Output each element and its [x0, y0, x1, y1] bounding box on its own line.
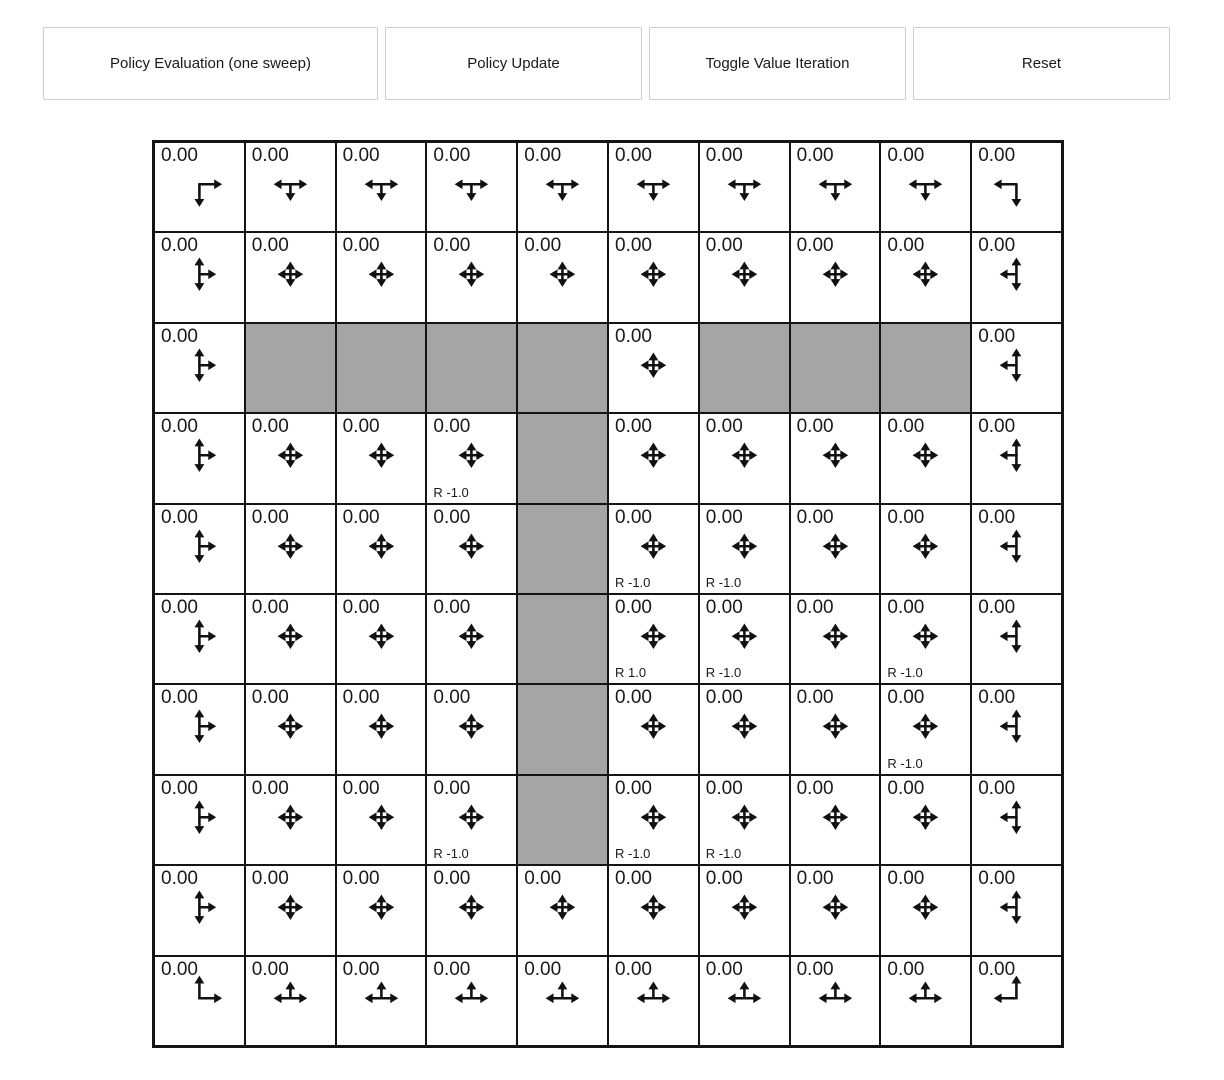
cell-value: 0.00: [887, 235, 925, 257]
grid-cell[interactable]: [154, 956, 245, 1046]
grid-cell[interactable]: [699, 865, 790, 955]
policy-arrows-icon: [518, 233, 607, 321]
policy-arrows-icon: [246, 685, 335, 773]
grid-cell[interactable]: [880, 684, 971, 774]
toggle-value-iteration-button[interactable]: Toggle Value Iteration: [649, 27, 906, 100]
grid-cell[interactable]: [245, 594, 336, 684]
grid-cell[interactable]: [336, 956, 427, 1046]
policy-arrows-icon: [972, 866, 1061, 954]
grid-cell[interactable]: [880, 413, 971, 503]
grid-wall-cell: [517, 504, 608, 594]
grid-cell[interactable]: [699, 684, 790, 774]
cell-value: 0.00: [615, 777, 652, 799]
grid-cell[interactable]: [971, 232, 1062, 322]
cell-value: 0.00: [433, 597, 471, 618]
policy-arrows-icon: [246, 776, 335, 864]
policy-arrows-icon: [700, 957, 789, 1045]
grid-cell[interactable]: [426, 504, 517, 594]
cell-value: 0.00: [978, 687, 1016, 709]
cell-value: 0.00: [705, 506, 743, 528]
cell-value: 0.00: [705, 235, 743, 257]
cell-value: 0.00: [978, 777, 1016, 799]
grid-cell[interactable]: [245, 684, 336, 774]
cell-value: 0.00: [161, 597, 198, 618]
cell-value: 0.00: [796, 416, 834, 438]
policy-arrows-icon: [246, 595, 335, 683]
grid-cell[interactable]: [790, 413, 881, 503]
grid-cell[interactable]: [971, 956, 1062, 1046]
grid-cell[interactable]: [517, 865, 608, 955]
cell-reward-label: R 1.0: [615, 665, 647, 681]
grid-cell[interactable]: [426, 684, 517, 774]
toolbar: [43, 27, 1170, 100]
cell-reward-label: R -1.0: [615, 575, 651, 590]
cell-value: 0.00: [978, 506, 1016, 528]
grid-cell[interactable]: [699, 594, 790, 684]
cell-value: 0.00: [796, 777, 834, 799]
grid-wall-cell: [517, 323, 608, 413]
cell-value: 0.00: [978, 597, 1016, 618]
cell-value: 0.00: [161, 235, 198, 257]
cell-value: 0.00: [887, 687, 925, 709]
policy-arrows-icon: [518, 143, 607, 231]
grid-cell[interactable]: [880, 594, 971, 684]
grid-cell[interactable]: [608, 956, 699, 1046]
policy-arrows-icon: [609, 685, 698, 773]
policy-arrows-icon: [609, 776, 698, 864]
policy-arrows-icon: [337, 957, 426, 1045]
cell-value: 0.00: [161, 958, 198, 980]
cell-value: 0.00: [615, 235, 652, 257]
grid-cell[interactable]: [426, 775, 517, 865]
grid-wall-cell: [245, 323, 336, 413]
grid-cell[interactable]: [154, 865, 245, 955]
cell-value: 0.00: [524, 235, 562, 257]
cell-value: 0.00: [615, 325, 652, 347]
cell-value: 0.00: [796, 958, 834, 980]
grid-wall-cell: [517, 684, 608, 774]
grid-cell[interactable]: [426, 413, 517, 503]
cell-value: 0.00: [342, 958, 380, 980]
policy-arrows-icon: [427, 414, 516, 502]
policy-arrows-icon: [609, 505, 698, 593]
cell-value: 0.00: [251, 145, 289, 166]
grid-cell[interactable]: [336, 684, 427, 774]
reset-button[interactable]: Reset: [913, 27, 1170, 100]
cell-value: 0.00: [251, 416, 289, 438]
cell-reward-label: R -1.0: [615, 846, 651, 862]
grid-cell[interactable]: [154, 775, 245, 865]
cell-value: 0.00: [887, 597, 925, 618]
grid-cell[interactable]: [699, 232, 790, 322]
cell-value: 0.00: [161, 145, 198, 166]
cell-reward-label: R -1.0: [887, 755, 923, 771]
cell-value: 0.00: [342, 597, 380, 618]
grid-cell[interactable]: [971, 594, 1062, 684]
cell-value: 0.00: [161, 416, 198, 438]
policy-arrows-icon: [246, 866, 335, 954]
policy-arrows-icon: [791, 143, 880, 231]
grid-cell[interactable]: [790, 775, 881, 865]
policy-update-button[interactable]: Policy Update: [385, 27, 642, 100]
policy-arrows-icon: [791, 233, 880, 321]
cell-value: 0.00: [705, 868, 743, 890]
grid-cell[interactable]: [790, 594, 881, 684]
grid-cell[interactable]: [790, 956, 881, 1046]
cell-value: 0.00: [161, 325, 198, 347]
grid-wall-cell: [426, 323, 517, 413]
grid-cell[interactable]: [971, 504, 1062, 594]
policy-arrows-icon: [518, 957, 607, 1045]
grid-cell[interactable]: [336, 865, 427, 955]
cell-value: 0.00: [342, 687, 380, 709]
policy-arrows-icon: [337, 505, 426, 593]
policy-arrows-icon: [972, 776, 1061, 864]
cell-value: 0.00: [796, 597, 834, 618]
cell-value: 0.00: [251, 958, 289, 980]
cell-value: 0.00: [796, 145, 834, 166]
policy-arrows-icon: [246, 233, 335, 321]
cell-value: 0.00: [251, 506, 289, 528]
cell-value: 0.00: [705, 145, 743, 166]
grid-cell[interactable]: [154, 413, 245, 503]
grid-cell[interactable]: [608, 865, 699, 955]
grid-cell[interactable]: [336, 594, 427, 684]
policy-arrows-icon: [518, 866, 607, 954]
cell-value: 0.00: [705, 416, 743, 438]
grid-cell[interactable]: [608, 232, 699, 322]
cell-value: 0.00: [251, 777, 289, 799]
grid-cell[interactable]: [971, 684, 1062, 774]
cell-value: 0.00: [887, 145, 925, 166]
grid-cell[interactable]: [608, 142, 699, 232]
cell-value: 0.00: [161, 687, 198, 709]
cell-value: 0.00: [433, 145, 471, 166]
cell-value: 0.00: [978, 958, 1016, 980]
grid-cell[interactable]: [154, 504, 245, 594]
grid-wall-cell: [517, 775, 608, 865]
cell-value: 0.00: [524, 145, 562, 166]
cell-reward-label: R -1.0: [433, 484, 469, 500]
cell-value: 0.00: [342, 145, 380, 166]
policy-arrows-icon: [972, 685, 1061, 773]
cell-value: 0.00: [978, 235, 1016, 257]
cell-value: 0.00: [796, 687, 834, 709]
grid-cell[interactable]: [426, 956, 517, 1046]
cell-reward-label: R -1.0: [705, 665, 742, 681]
grid-cell[interactable]: [608, 775, 699, 865]
policy-arrows-icon: [337, 685, 426, 773]
grid-cell[interactable]: [517, 142, 608, 232]
cell-value: 0.00: [433, 687, 471, 709]
grid-cell[interactable]: [336, 232, 427, 322]
policy-arrows-icon: [337, 595, 426, 683]
grid-cell[interactable]: [790, 232, 881, 322]
policy-arrows-icon: [791, 957, 880, 1045]
policy-arrows-icon: [155, 324, 244, 412]
policy-arrows-icon: [881, 866, 970, 954]
cell-value: 0.00: [705, 687, 743, 709]
policy-arrows-icon: [246, 505, 335, 593]
policy-arrows-icon: [246, 414, 335, 502]
policy-arrows-icon: [155, 957, 244, 1045]
grid-cell[interactable]: [608, 684, 699, 774]
policy-arrows-icon: [881, 414, 970, 502]
grid-cell[interactable]: [880, 956, 971, 1046]
cell-value: 0.00: [251, 687, 289, 709]
policy-arrows-icon: [972, 324, 1061, 412]
policy-arrows-icon: [700, 233, 789, 321]
grid-cell[interactable]: [790, 865, 881, 955]
cell-value: 0.00: [161, 506, 198, 528]
grid-cell[interactable]: [880, 775, 971, 865]
cell-reward-label: R -1.0: [887, 665, 923, 681]
policy-arrows-icon: [337, 414, 426, 502]
policy-arrows-icon: [972, 505, 1061, 593]
grid-cell[interactable]: [517, 956, 608, 1046]
cell-value: 0.00: [433, 506, 471, 528]
grid-cell[interactable]: [245, 504, 336, 594]
cell-value: 0.00: [705, 958, 743, 980]
policy-arrows-icon: [881, 233, 970, 321]
policy-arrows-icon: [609, 595, 698, 683]
cell-value: 0.00: [433, 235, 471, 257]
cell-value: 0.00: [433, 777, 471, 799]
grid-cell[interactable]: [699, 956, 790, 1046]
grid-cell[interactable]: [245, 232, 336, 322]
grid-cell[interactable]: [154, 594, 245, 684]
grid-wall-cell: [699, 323, 790, 413]
policy-arrows-icon: [609, 957, 698, 1045]
policy-arrows-icon: [700, 595, 789, 683]
policy-evaluation-button[interactable]: Policy Evaluation (one sweep): [43, 27, 378, 100]
cell-value: 0.00: [978, 868, 1016, 890]
policy-arrows-icon: [700, 505, 789, 593]
policy-arrows-icon: [881, 595, 970, 683]
cell-value: 0.00: [524, 868, 562, 890]
grid-cell[interactable]: [336, 142, 427, 232]
cell-value: 0.00: [887, 777, 925, 799]
cell-reward-label: R -1.0: [705, 846, 742, 862]
cell-value: 0.00: [524, 958, 562, 980]
cell-value: 0.00: [615, 958, 652, 980]
grid-cell[interactable]: [154, 323, 245, 413]
policy-arrows-icon: [972, 414, 1061, 502]
policy-arrows-icon: [427, 143, 516, 231]
policy-arrows-icon: [427, 233, 516, 321]
cell-value: 0.00: [887, 958, 925, 980]
grid-cell[interactable]: [245, 956, 336, 1046]
cell-value: 0.00: [161, 777, 198, 799]
policy-arrows-icon: [155, 414, 244, 502]
cell-value: 0.00: [978, 416, 1016, 438]
grid-cell[interactable]: [245, 142, 336, 232]
cell-value: 0.00: [887, 416, 925, 438]
cell-value: 0.00: [796, 506, 834, 528]
policy-arrows-icon: [609, 233, 698, 321]
policy-arrows-icon: [791, 685, 880, 773]
grid-cell[interactable]: [880, 232, 971, 322]
cell-value: 0.00: [705, 777, 743, 799]
policy-arrows-icon: [791, 595, 880, 683]
policy-arrows-icon: [972, 233, 1061, 321]
policy-arrows-icon: [427, 866, 516, 954]
grid-wall-cell: [336, 323, 427, 413]
cell-value: 0.00: [251, 868, 289, 890]
policy-arrows-icon: [155, 776, 244, 864]
policy-arrows-icon: [155, 505, 244, 593]
grid-cell[interactable]: [880, 504, 971, 594]
policy-arrows-icon: [155, 866, 244, 954]
policy-arrows-icon: [427, 595, 516, 683]
gridworld-grid: [152, 140, 1064, 1048]
cell-value: 0.00: [615, 506, 652, 528]
cell-value: 0.00: [978, 325, 1016, 347]
policy-arrows-icon: [972, 143, 1061, 231]
policy-arrows-icon: [337, 866, 426, 954]
policy-arrows-icon: [700, 143, 789, 231]
policy-arrows-icon: [972, 595, 1061, 683]
cell-value: 0.00: [433, 958, 471, 980]
grid-cell[interactable]: [517, 232, 608, 322]
grid-cell[interactable]: [699, 504, 790, 594]
grid-cell[interactable]: [336, 413, 427, 503]
grid-cell[interactable]: [608, 413, 699, 503]
cell-value: 0.00: [796, 235, 834, 257]
policy-arrows-icon: [700, 776, 789, 864]
cell-value: 0.00: [342, 235, 380, 257]
grid-cell[interactable]: [971, 865, 1062, 955]
policy-arrows-icon: [700, 414, 789, 502]
policy-arrows-icon: [972, 957, 1061, 1045]
policy-arrows-icon: [337, 776, 426, 864]
grid-cell[interactable]: [971, 775, 1062, 865]
cell-value: 0.00: [887, 506, 925, 528]
cell-value: 0.00: [705, 597, 743, 618]
policy-arrows-icon: [609, 324, 698, 412]
policy-arrows-icon: [155, 233, 244, 321]
policy-arrows-icon: [609, 143, 698, 231]
policy-arrows-icon: [791, 776, 880, 864]
grid-cell[interactable]: [426, 232, 517, 322]
cell-value: 0.00: [615, 868, 652, 890]
grid-cell[interactable]: [154, 684, 245, 774]
cell-value: 0.00: [251, 597, 289, 618]
policy-arrows-icon: [337, 233, 426, 321]
cell-value: 0.00: [342, 868, 380, 890]
cell-value: 0.00: [615, 687, 652, 709]
grid-cell[interactable]: [245, 865, 336, 955]
grid-wall-cell: [517, 594, 608, 684]
cell-value: 0.00: [887, 868, 925, 890]
policy-arrows-icon: [155, 143, 244, 231]
policy-arrows-icon: [881, 957, 970, 1045]
grid-cell[interactable]: [608, 323, 699, 413]
grid-cell[interactable]: [154, 232, 245, 322]
policy-arrows-icon: [881, 685, 970, 773]
cell-value: 0.00: [342, 777, 380, 799]
grid-wall-cell: [517, 413, 608, 503]
policy-arrows-icon: [155, 685, 244, 773]
policy-arrows-icon: [427, 685, 516, 773]
cell-value: 0.00: [796, 868, 834, 890]
grid-cell[interactable]: [426, 142, 517, 232]
policy-arrows-icon: [881, 776, 970, 864]
policy-arrows-icon: [791, 505, 880, 593]
grid-cell[interactable]: [245, 413, 336, 503]
policy-arrows-icon: [427, 776, 516, 864]
policy-arrows-icon: [700, 866, 789, 954]
grid-cell[interactable]: [880, 865, 971, 955]
policy-arrows-icon: [609, 866, 698, 954]
grid-cell[interactable]: [336, 504, 427, 594]
grid-cell[interactable]: [790, 684, 881, 774]
cell-value: 0.00: [251, 235, 289, 257]
grid-cell[interactable]: [245, 775, 336, 865]
cell-value: 0.00: [342, 506, 380, 528]
policy-arrows-icon: [700, 685, 789, 773]
grid-cell[interactable]: [336, 775, 427, 865]
policy-arrows-icon: [427, 505, 516, 593]
policy-arrows-icon: [337, 143, 426, 231]
grid-cell[interactable]: [154, 142, 245, 232]
grid-cell[interactable]: [971, 323, 1062, 413]
policy-arrows-icon: [246, 143, 335, 231]
policy-arrows-icon: [155, 595, 244, 683]
policy-arrows-icon: [791, 414, 880, 502]
cell-value: 0.00: [433, 868, 471, 890]
grid-cell[interactable]: [790, 504, 881, 594]
cell-reward-label: R -1.0: [705, 575, 742, 590]
grid-cell[interactable]: [608, 504, 699, 594]
cell-reward-label: R -1.0: [433, 846, 469, 862]
policy-arrows-icon: [791, 866, 880, 954]
cell-value: 0.00: [342, 416, 380, 438]
grid-wall-cell: [880, 323, 971, 413]
policy-arrows-icon: [246, 957, 335, 1045]
grid-cell[interactable]: [699, 413, 790, 503]
cell-value: 0.00: [615, 416, 652, 438]
grid-cell[interactable]: [971, 142, 1062, 232]
policy-arrows-icon: [881, 505, 970, 593]
grid-cell[interactable]: [971, 413, 1062, 503]
grid-cell[interactable]: [608, 594, 699, 684]
grid-cell[interactable]: [699, 142, 790, 232]
grid-cell[interactable]: [699, 775, 790, 865]
grid-cell[interactable]: [790, 142, 881, 232]
grid-cell[interactable]: [880, 142, 971, 232]
grid-cell[interactable]: [426, 865, 517, 955]
cell-value: 0.00: [615, 145, 652, 166]
grid-wall-cell: [790, 323, 881, 413]
policy-arrows-icon: [609, 414, 698, 502]
policy-arrows-icon: [881, 143, 970, 231]
grid-cell[interactable]: [426, 594, 517, 684]
policy-arrows-icon: [427, 957, 516, 1045]
cell-value: 0.00: [978, 145, 1016, 166]
cell-value: 0.00: [161, 868, 198, 890]
cell-value: 0.00: [433, 416, 471, 438]
cell-value: 0.00: [615, 597, 652, 618]
